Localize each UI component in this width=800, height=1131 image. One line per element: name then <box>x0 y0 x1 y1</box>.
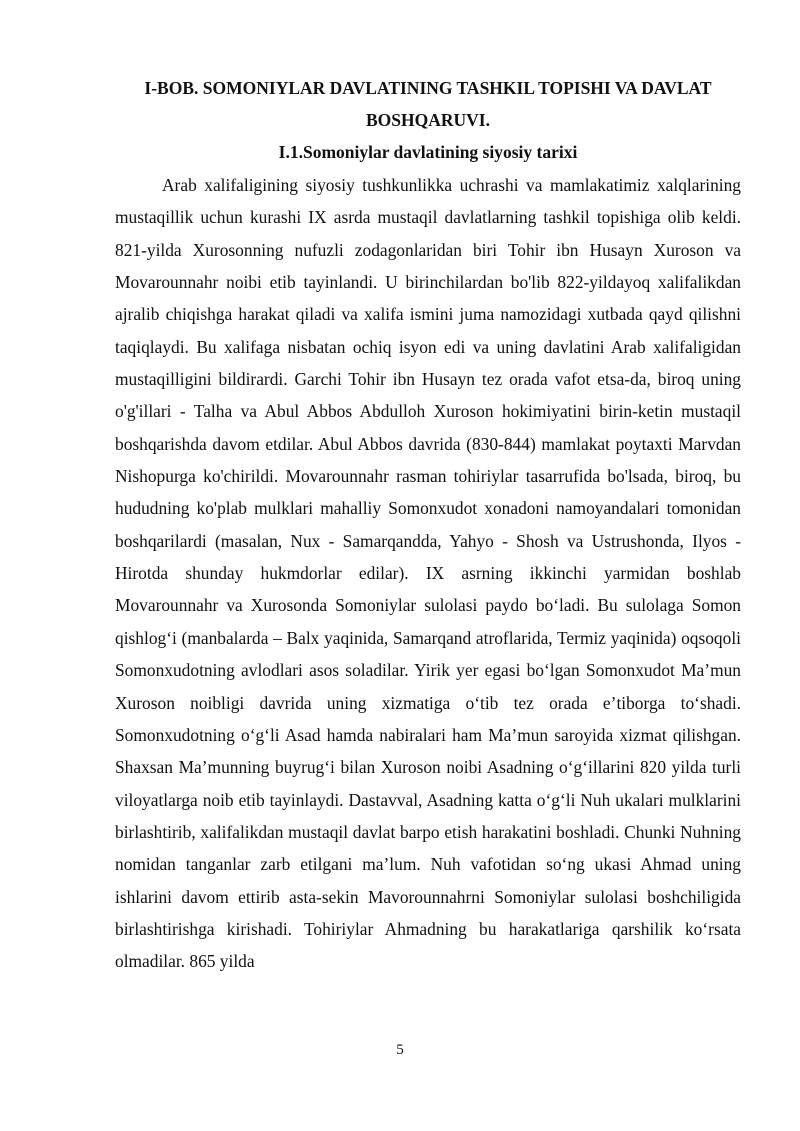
body-paragraph: Arab xalifaligining siyosiy tushkunlikka uchrashi va mamlakatimiz xalqlarining mustaqillik uchun kurashi IX asrda mustaqil davlatlarning tashkil topishiga olib keldi. 821-yilda Xurosonning nufuzli zodagonlaridan biri Tohir ibn Husayn Xuroson va Movarounnahr noibi etib tayinlandi. U birinchilardan bo'lib 822-yildayoq xalifalikdan ajralib chiqishga harakat qiladi va xalifa ismini juma namozidagi xutbada qayd qilishni taqiqlaydi. Bu xalifaga nisbatan ochiq isyon edi va uning davlatini Arab xalifaligidan mustaqilligini bildirardi. Garchi Tohir ibn Husayn tez orada vafot etsa-da, biroq uning o'g'illari - Talha va Abul Abbos Abdulloh Xuroson hokimiyatini birin-ketin mustaqil boshqarishda davom etdilar. Abul Abbos davrida (830-844) mamlakat poytaxti Marvdan Nishopurga ko'chirildi. Movarounnahr rasman tohiriylar tasarrufida bo'lsada, biroq, bu hududning ko'plab mulklari mahalliy Somonxudot xonadoni namoyandalari tomonidan boshqarilardi (masalan, Nux - Samarqandda, Yahyo - Shosh va Ustrushonda, Ilyos - Hirotda shunday hukmdorlar edilar). IX asrning ikkinchi yarmidan boshlab Movarounnahr va Xurosonda Somoniylar sulolasi paydo boʻladi. Bu sulolaga Somon qishlogʻi (manbalarda – Balx yaqinida, Samarqand atroflarida, Termiz yaqinida) oqsoqoli Somonxudotning avlodlari asos soladilar. Yirik yer egasi boʻlgan Somonxudot Maʼmun Xuroson noibligi davrida uning xizmatiga oʻtib tez orada eʼtiborga toʻshadi. Somonxudotning oʻgʻli Asad hamda nabiralari ham Maʼmun saroyida xizmat qilishgan. Shaxsan Maʼmunning buyrugʻi bilan Xuroson noibi Asadning oʻgʻillarini 820 yilda turli viloyatlarga noib etib tayinlaydi. Dastavval, Asadning katta oʻgʻli Nuh ukalari mulklarini birlashtirib, xalifalikdan mustaqil davlat barpo etish harakatini boshladi. Chunki Nuhning nomidan tanganlar zarb etilgani maʼlum. Nuh vafotidan soʻng ukasi Ahmad uning ishlarini davom ettirib asta-sekin Mavorounnahrni Somoniylar sulolasi boshchiligida birlashtirishga kirishadi. Tohiriylar Ahmadning bu harakatlariga qarshilik koʻrsata olmadilar. 865 yilda <box>115 175 741 972</box>
page-number: 5 <box>396 1042 404 1058</box>
section-title: I.1.Somoniylar davlatining siyosiy tarixi <box>278 142 578 162</box>
chapter-title: I-BOB. SOMONIYLAR DAVLATINING TASHKIL TOPISHI VA DAVLAT BOSHQARUVI. <box>144 78 712 130</box>
document-page <box>115 72 741 978</box>
